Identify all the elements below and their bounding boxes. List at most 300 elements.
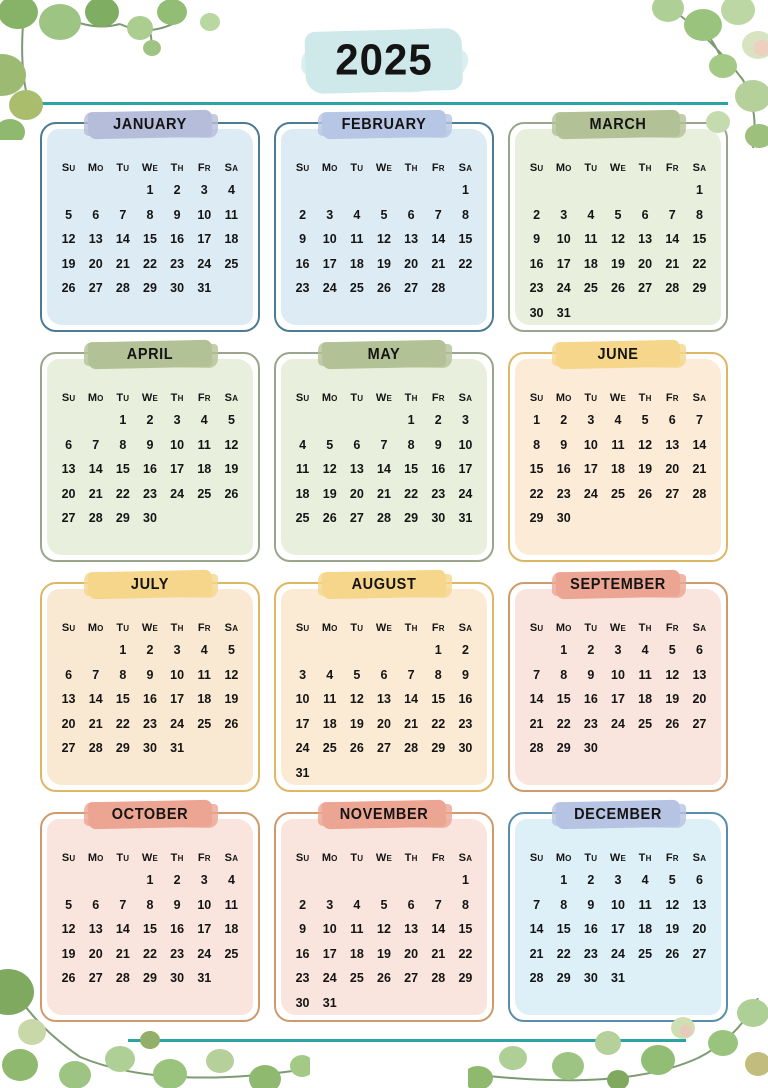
day-cell: 9	[299, 922, 307, 936]
day-cell: 30	[143, 511, 157, 525]
day-cell: 21	[88, 486, 103, 501]
day-cell: 18	[224, 922, 239, 936]
day-cell: 2	[587, 873, 595, 887]
weekday-label: Th	[404, 622, 418, 634]
day-cell: 28	[692, 486, 707, 501]
day-cell: 24	[170, 486, 185, 501]
day-cell: 11	[224, 207, 239, 222]
day-cell: 4	[227, 183, 235, 197]
day-cell: 3	[614, 643, 622, 657]
day-cell: 28	[115, 281, 130, 295]
month-card-december	[508, 806, 728, 1022]
day-cell: 10	[458, 437, 473, 452]
day-cell: 15	[458, 232, 473, 246]
day-cell-empty	[398, 991, 425, 1016]
day-cell: 7	[380, 437, 388, 452]
day-cell: 18	[349, 256, 364, 271]
day-cell: 8	[146, 207, 154, 222]
day-cell: 22	[431, 716, 446, 731]
day-cell: 11	[638, 667, 652, 682]
day-cell: 19	[377, 256, 391, 271]
day-cell-empty	[632, 178, 659, 203]
day-cell: 17	[556, 256, 571, 271]
month-body	[510, 124, 726, 325]
day-cell: 3	[200, 183, 208, 197]
day-cell: 24	[322, 281, 337, 295]
day-cell: 11	[611, 437, 625, 452]
weekday-label: Su	[295, 162, 310, 174]
day-cell-empty	[452, 991, 479, 1016]
day-cell: 16	[143, 462, 157, 476]
calendar-grid	[40, 116, 728, 1022]
day-cell: 23	[143, 486, 157, 501]
weekday-label: Tu	[116, 852, 130, 864]
day-cell: 5	[668, 643, 676, 657]
day-cell: 29	[458, 971, 473, 985]
day-cell: 30	[583, 741, 598, 755]
day-cell: 24	[197, 946, 212, 961]
month-card-november	[274, 806, 494, 1022]
day-cell: 22	[529, 486, 544, 501]
weekday-label: Su	[295, 392, 310, 404]
day-cell: 20	[61, 486, 76, 501]
weekday-label: Tu	[350, 622, 364, 634]
weekday-row	[289, 618, 479, 638]
day-cell-empty	[109, 178, 136, 203]
day-cell: 14	[529, 922, 544, 936]
day-cell: 30	[143, 741, 157, 755]
day-cell: 5	[326, 437, 334, 452]
day-cell: 6	[380, 667, 388, 682]
month-title: AUGUST	[351, 576, 417, 593]
day-cell: 10	[170, 437, 185, 452]
month-card-july	[40, 576, 260, 792]
weekday-label: Th	[638, 852, 652, 864]
day-cell: 14	[692, 437, 707, 452]
month-title: FEBRUARY	[341, 116, 427, 133]
day-cell: 11	[323, 692, 337, 706]
day-cell: 18	[197, 462, 212, 476]
day-cell: 27	[692, 946, 707, 961]
day-cell: 18	[611, 462, 625, 476]
day-cell: 3	[200, 873, 208, 887]
day-cell: 23	[583, 716, 598, 731]
day-cell: 10	[322, 922, 337, 936]
day-cell: 25	[224, 946, 239, 961]
day-cell: 26	[638, 486, 653, 501]
day-cell-empty	[316, 178, 343, 203]
weekday-row	[523, 848, 713, 868]
month-card-march	[508, 116, 728, 332]
day-cell: 5	[65, 897, 73, 912]
day-cell: 9	[587, 897, 595, 912]
weekday-label: We	[141, 162, 159, 174]
day-cell: 11	[638, 897, 652, 912]
weekday-label: Sa	[224, 852, 239, 864]
day-cell-empty	[289, 178, 316, 203]
weekday-label: Sa	[224, 162, 239, 174]
day-cell-empty	[343, 178, 370, 203]
weekday-label: Sa	[692, 622, 707, 634]
weekday-label: Sa	[692, 392, 707, 404]
day-cell: 29	[529, 511, 544, 525]
weekday-label: Fr	[431, 162, 445, 174]
day-cell: 9	[533, 232, 541, 246]
day-cell-empty	[370, 178, 397, 203]
day-cell-empty	[686, 301, 713, 326]
day-cell: 3	[560, 207, 568, 222]
days-grid	[55, 408, 245, 531]
day-cell: 24	[611, 946, 625, 961]
day-cell: 22	[458, 256, 473, 271]
day-cell: 23	[458, 716, 473, 731]
day-cell: 18	[638, 692, 653, 706]
weekday-label: Mo	[555, 162, 572, 174]
day-cell: 26	[611, 281, 625, 295]
day-cell-empty	[398, 638, 425, 663]
day-cell: 9	[560, 437, 568, 452]
day-cell: 27	[665, 486, 680, 501]
day-cell-empty	[82, 638, 109, 663]
weekday-label: Sa	[458, 162, 473, 174]
day-cell: 1	[146, 183, 154, 197]
month-tab	[86, 571, 214, 598]
month-title: SEPTEMBER	[570, 576, 666, 593]
day-cell-empty	[632, 736, 659, 761]
weekday-label: Mo	[321, 392, 338, 404]
days-grid	[289, 408, 479, 531]
day-cell-empty	[425, 761, 452, 786]
weekday-label: We	[375, 392, 393, 404]
day-cell: 15	[431, 692, 446, 706]
month-tab	[554, 111, 682, 138]
day-cell-empty	[109, 868, 136, 893]
day-cell: 21	[404, 716, 419, 731]
day-cell-empty	[550, 178, 577, 203]
day-cell: 6	[65, 437, 73, 452]
day-cell-empty	[316, 868, 343, 893]
month-body	[42, 584, 258, 761]
day-cell: 17	[170, 692, 185, 706]
day-cell: 26	[665, 716, 680, 731]
month-body	[276, 814, 492, 1015]
day-cell: 15	[115, 692, 130, 706]
day-cell-empty	[343, 408, 370, 433]
day-cell: 13	[349, 462, 364, 476]
days-grid	[55, 178, 245, 301]
day-cell: 9	[434, 437, 442, 452]
days-grid	[289, 638, 479, 785]
month-title: JANUARY	[113, 116, 187, 133]
day-cell: 14	[665, 232, 680, 246]
day-cell-empty	[452, 761, 479, 786]
day-cell: 3	[299, 667, 307, 682]
day-cell: 5	[65, 207, 73, 222]
day-cell: 17	[197, 232, 212, 246]
day-cell: 13	[88, 232, 103, 246]
day-cell: 11	[224, 897, 239, 912]
day-cell: 12	[665, 667, 680, 682]
day-cell: 21	[115, 256, 130, 271]
month-card-april	[40, 346, 260, 562]
day-cell: 23	[431, 486, 446, 501]
weekday-label: Fr	[197, 852, 211, 864]
day-cell: 1	[119, 413, 127, 427]
day-cell: 13	[61, 462, 76, 476]
day-cell-empty	[577, 506, 604, 531]
weekday-label: Th	[404, 852, 418, 864]
day-cell: 11	[295, 462, 310, 476]
weekday-row	[289, 388, 479, 408]
day-cell: 5	[380, 207, 388, 222]
day-cell: 25	[611, 486, 625, 501]
day-cell: 28	[88, 511, 103, 525]
day-cell: 5	[668, 873, 676, 887]
day-cell: 2	[434, 413, 442, 427]
day-cell: 17	[458, 462, 473, 476]
day-cell: 12	[322, 462, 337, 476]
day-cell: 9	[173, 207, 181, 222]
weekday-label: Fr	[665, 162, 679, 174]
month-title: APRIL	[126, 346, 174, 363]
year-title: 2025	[335, 35, 433, 84]
day-cell: 3	[587, 413, 595, 427]
day-cell: 19	[377, 946, 391, 961]
day-cell: 26	[224, 486, 239, 501]
day-cell: 9	[173, 897, 181, 912]
day-cell: 25	[638, 716, 653, 731]
weekday-label: Fr	[665, 852, 679, 864]
month-title: MARCH	[589, 116, 647, 133]
day-cell: 23	[529, 281, 544, 295]
day-cell: 30	[170, 281, 185, 295]
day-cell: 24	[556, 281, 571, 295]
day-cell: 4	[326, 667, 334, 682]
day-cell: 24	[611, 716, 625, 731]
weekday-label: We	[375, 852, 393, 864]
day-cell: 25	[583, 281, 598, 295]
day-cell: 25	[295, 511, 310, 525]
day-cell: 16	[170, 232, 185, 246]
day-cell: 22	[115, 716, 130, 731]
weekday-label: Mo	[87, 392, 104, 404]
day-cell: 20	[88, 946, 103, 961]
month-body	[510, 354, 726, 531]
day-cell: 20	[692, 692, 707, 706]
day-cell: 19	[61, 256, 76, 271]
day-cell: 2	[560, 413, 568, 427]
weekday-label: Sa	[458, 622, 473, 634]
month-tab	[86, 341, 214, 368]
weekday-label: Mo	[321, 162, 338, 174]
month-title: JUNE	[597, 346, 639, 363]
day-cell-empty	[316, 761, 343, 786]
day-cell: 12	[224, 667, 239, 682]
day-cell: 23	[143, 716, 157, 731]
day-cell: 17	[322, 256, 337, 271]
day-cell: 12	[377, 922, 391, 936]
month-tab	[554, 571, 682, 598]
day-cell: 25	[349, 281, 364, 295]
day-cell-empty	[604, 736, 631, 761]
weekday-label: Th	[638, 392, 652, 404]
day-cell: 22	[692, 256, 707, 271]
day-cell: 2	[587, 643, 595, 657]
day-cell: 1	[461, 183, 469, 197]
day-cell: 13	[377, 692, 391, 706]
day-cell-empty	[632, 301, 659, 326]
day-cell: 15	[529, 462, 544, 476]
day-cell: 19	[224, 692, 239, 706]
weekday-label: Th	[404, 392, 418, 404]
month-card-august	[274, 576, 494, 792]
day-cell: 7	[92, 437, 100, 452]
day-cell: 22	[115, 486, 130, 501]
month-title: OCTOBER	[111, 806, 189, 823]
day-cell: 20	[61, 716, 76, 731]
day-cell: 4	[353, 207, 361, 222]
day-cell: 19	[61, 946, 76, 961]
weekday-label: Su	[61, 852, 76, 864]
day-cell: 28	[431, 281, 446, 295]
day-cell: 14	[88, 462, 103, 476]
day-cell: 26	[224, 716, 239, 731]
day-cell: 17	[611, 692, 625, 706]
month-title: NOVEMBER	[339, 806, 429, 823]
day-cell-empty	[370, 991, 397, 1016]
day-cell: 27	[88, 281, 103, 295]
day-cell-empty	[370, 408, 397, 433]
day-cell: 28	[529, 971, 544, 985]
weekday-label: Tu	[584, 162, 598, 174]
day-cell: 14	[115, 922, 130, 936]
day-cell: 23	[556, 486, 571, 501]
day-cell: 1	[461, 873, 469, 887]
day-cell: 6	[668, 413, 676, 427]
day-cell: 15	[556, 692, 571, 706]
weekday-label: Tu	[350, 392, 364, 404]
weekday-label: We	[141, 852, 159, 864]
weekday-label: Sa	[692, 852, 707, 864]
day-cell: 18	[197, 692, 212, 706]
day-cell: 7	[695, 413, 703, 427]
day-cell: 16	[583, 922, 598, 936]
weekday-label: Th	[170, 162, 184, 174]
day-cell: 14	[404, 692, 419, 706]
day-cell: 1	[695, 183, 703, 197]
day-cell-empty	[55, 868, 82, 893]
day-cell: 2	[146, 643, 154, 657]
month-title: JULY	[130, 576, 170, 593]
day-cell-empty	[191, 736, 218, 761]
day-cell: 29	[556, 741, 571, 755]
title-brush-stroke	[305, 30, 462, 92]
day-cell: 31	[295, 765, 310, 780]
day-cell: 8	[695, 207, 703, 222]
day-cell: 21	[529, 946, 544, 961]
day-cell: 10	[322, 232, 337, 246]
day-cell: 1	[560, 873, 568, 887]
weekday-label: Th	[170, 852, 184, 864]
weekday-label: Su	[295, 852, 310, 864]
day-cell: 28	[404, 741, 419, 755]
weekday-label: Fr	[197, 622, 211, 634]
day-cell: 27	[404, 281, 419, 295]
day-cell: 22	[143, 256, 157, 271]
day-cell: 14	[431, 922, 446, 936]
weekday-label: Mo	[555, 852, 572, 864]
day-cell: 20	[404, 256, 419, 271]
weekday-label: Tu	[584, 392, 598, 404]
days-grid	[523, 638, 713, 761]
day-cell: 15	[556, 922, 571, 936]
weekday-label: Fr	[665, 392, 679, 404]
day-cell: 8	[119, 667, 127, 682]
day-cell: 22	[556, 946, 571, 961]
day-cell: 25	[638, 946, 653, 961]
month-body	[42, 814, 258, 991]
weekday-label: Tu	[116, 162, 130, 174]
day-cell: 18	[349, 946, 364, 961]
day-cell: 6	[65, 667, 73, 682]
day-cell: 6	[407, 897, 415, 912]
day-cell-empty	[659, 178, 686, 203]
day-cell-empty	[164, 506, 191, 531]
day-cell: 9	[299, 232, 307, 246]
day-cell: 6	[695, 643, 703, 657]
day-cell-empty	[398, 761, 425, 786]
day-cell: 30	[529, 305, 544, 320]
day-cell: 3	[326, 207, 334, 222]
month-card-october	[40, 806, 260, 1022]
day-cell: 4	[587, 207, 595, 222]
weekday-label: Fr	[665, 622, 679, 634]
day-cell: 20	[665, 462, 680, 476]
day-cell: 14	[431, 232, 446, 246]
month-body	[510, 814, 726, 991]
day-cell: 29	[115, 511, 130, 525]
day-cell: 31	[458, 511, 473, 525]
day-cell-empty	[425, 178, 452, 203]
day-cell: 5	[353, 667, 361, 682]
day-cell: 1	[146, 873, 154, 887]
weekday-label: Sa	[224, 622, 239, 634]
day-cell: 26	[377, 281, 391, 295]
day-cell: 3	[173, 643, 181, 657]
weekday-label: Mo	[87, 622, 104, 634]
day-cell: 30	[458, 741, 473, 755]
day-cell-empty	[452, 276, 479, 301]
weekday-label: We	[141, 622, 159, 634]
weekday-label: Fr	[431, 622, 445, 634]
day-cell: 12	[377, 232, 391, 246]
day-cell: 26	[377, 971, 391, 985]
month-card-january	[40, 116, 260, 332]
day-cell: 19	[665, 922, 680, 936]
day-cell: 3	[173, 413, 181, 427]
day-cell: 5	[227, 413, 235, 427]
weekday-row	[55, 388, 245, 408]
day-cell-empty	[343, 638, 370, 663]
day-cell: 18	[638, 922, 653, 936]
day-cell: 19	[349, 716, 364, 731]
day-cell: 19	[224, 462, 239, 476]
day-cell: 6	[92, 207, 100, 222]
day-cell: 30	[431, 511, 446, 525]
day-cell: 1	[560, 643, 568, 657]
day-cell: 29	[431, 741, 446, 755]
day-cell: 7	[533, 897, 541, 912]
